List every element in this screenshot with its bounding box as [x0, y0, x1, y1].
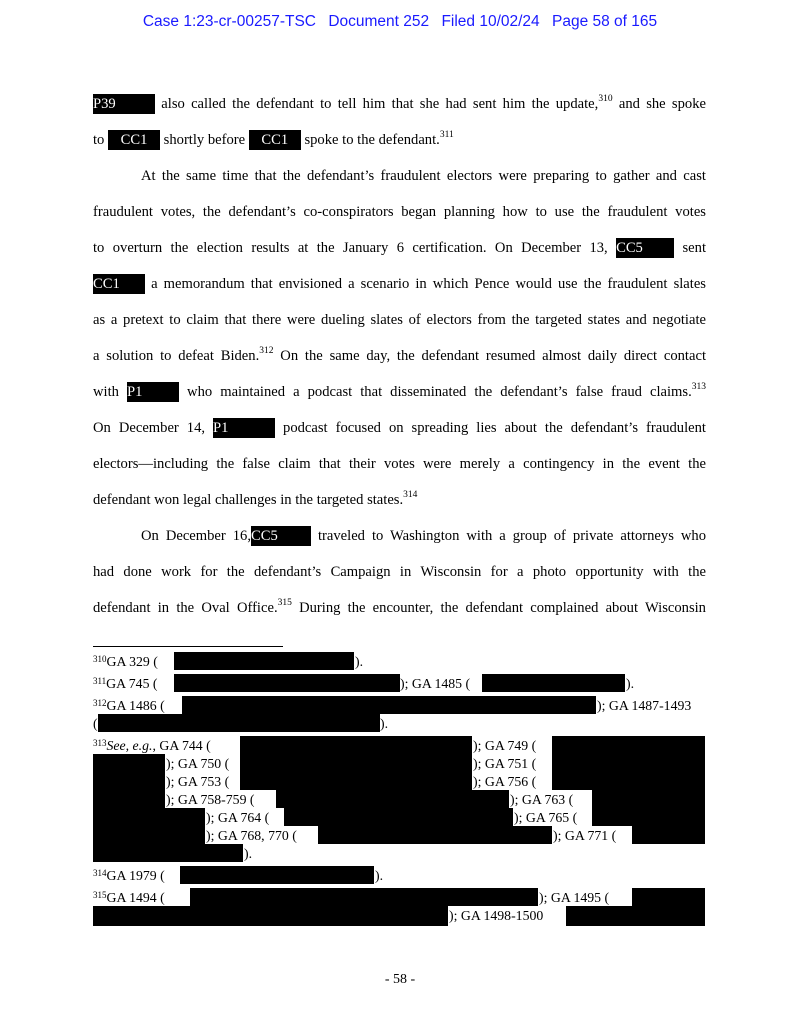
redaction-label: P1 [127, 382, 179, 402]
footnote-312: $^{312}$GA 1486 ( [93, 698, 165, 713]
body-line-1: P39 also called the defendant to tell him that she had sent him the update,$^{310}$ and she spoke [93, 94, 706, 112]
redaction-box [93, 772, 165, 790]
body-line-3: At the same time that the defendant’s fraudulent electors were preparing to gather and cast [141, 168, 706, 184]
body-line-15: defendant in the Oval Office.$^{315}$ During the encounter, the defendant complained about Wisconsin [93, 598, 706, 616]
redaction-box [632, 826, 705, 844]
case-number: Case 1:23-cr-00257-TSC [142, 13, 316, 30]
body-line-14: had done work for the defendant’s Campaign in Wisconsin for a photo opportunity with the [93, 564, 706, 580]
page-of-total: Page 58 of 165 [552, 13, 658, 30]
footnote-315: $^{315}$GA 1494 ( [93, 890, 165, 905]
footnote-313: $^{313}$See, e.g., GA 744 ( [93, 738, 211, 753]
document-number: Document 252 [328, 13, 430, 30]
redaction-box [240, 772, 472, 790]
redaction-label: CC1 [249, 130, 301, 150]
redaction-box [182, 696, 596, 714]
body-line-7: as a pretext to claim that there were dueling slates of electors from the targeted states and negotiate [93, 312, 706, 328]
redaction-box [552, 772, 705, 790]
body-line-4: fraudulent votes, the defendant’s co-conspirators began planning how to use the fraudulent votes [93, 204, 706, 220]
redaction-box [93, 906, 448, 926]
redaction-box [174, 652, 354, 670]
redaction-box [284, 808, 513, 826]
footnote-311: $^{311}$GA 745 ( [93, 676, 158, 691]
body-line-5: to overturn the election results at the January 6 certification. On December 13, CC5 sent [93, 240, 706, 256]
body-line-12: defendant won legal challenges in the targeted states.$^{314}$ [93, 490, 418, 508]
redaction-box [98, 714, 380, 732]
redaction-label: CC5 [616, 238, 674, 258]
footnote-separator [93, 646, 283, 647]
redaction-label: CC1 [93, 274, 145, 294]
redaction-box [93, 826, 205, 844]
footnote-314: $^{314}$GA 1979 ( [93, 868, 165, 883]
body-line-8: a solution to defeat Biden.$^{312}$ On the same day, the defendant resumed almost daily direct contact [93, 346, 706, 364]
redaction-box [240, 754, 472, 772]
body-line-10: On December 14, P1 podcast focused on spreading lies about the defendant’s fraudulent [93, 420, 706, 436]
redaction-box [240, 736, 472, 754]
redaction-box [592, 790, 705, 808]
redaction-box [190, 888, 538, 906]
filed-date: Filed 10/02/24 [441, 13, 540, 30]
redaction-label: CC5 [251, 526, 311, 546]
body-line-6: CC1 a memorandum that envisioned a scenario in which Pence would use the fraudulent slates [93, 276, 706, 292]
redaction-box [552, 754, 705, 772]
case-header [0, 13, 800, 31]
redaction-label: CC1 [108, 130, 160, 150]
body-line-11: electors—including the false claim that their votes were merely a contingency in the event the [93, 456, 706, 472]
body-line-9: with P1 who maintained a podcast that disseminated the defendant’s false fraud claims.$^{313}$ [93, 382, 706, 400]
redaction-box [482, 674, 625, 692]
redaction-box [93, 808, 205, 826]
redaction-box [566, 906, 705, 926]
redaction-box [318, 826, 552, 844]
redaction-label: P39 [93, 94, 155, 114]
redaction-label: P1 [213, 418, 275, 438]
page-number: - 58 - [384, 972, 416, 987]
redaction-box [552, 736, 705, 754]
redaction-box [93, 754, 165, 772]
redaction-box [276, 790, 509, 808]
redaction-box [93, 844, 243, 862]
footnote-310: $^{310}$GA 329 ( [93, 654, 158, 669]
redaction-box [174, 674, 400, 692]
redaction-box [180, 866, 374, 884]
redaction-box [632, 888, 705, 906]
body-line-13: On December 16,CC5 traveled to Washington with a group of private attorneys who [141, 528, 706, 544]
body-line-2: to CC1 shortly before CC1 spoke to the defendant.$^{311}$ [93, 130, 454, 148]
redaction-box [93, 790, 165, 808]
redaction-box [592, 808, 705, 826]
